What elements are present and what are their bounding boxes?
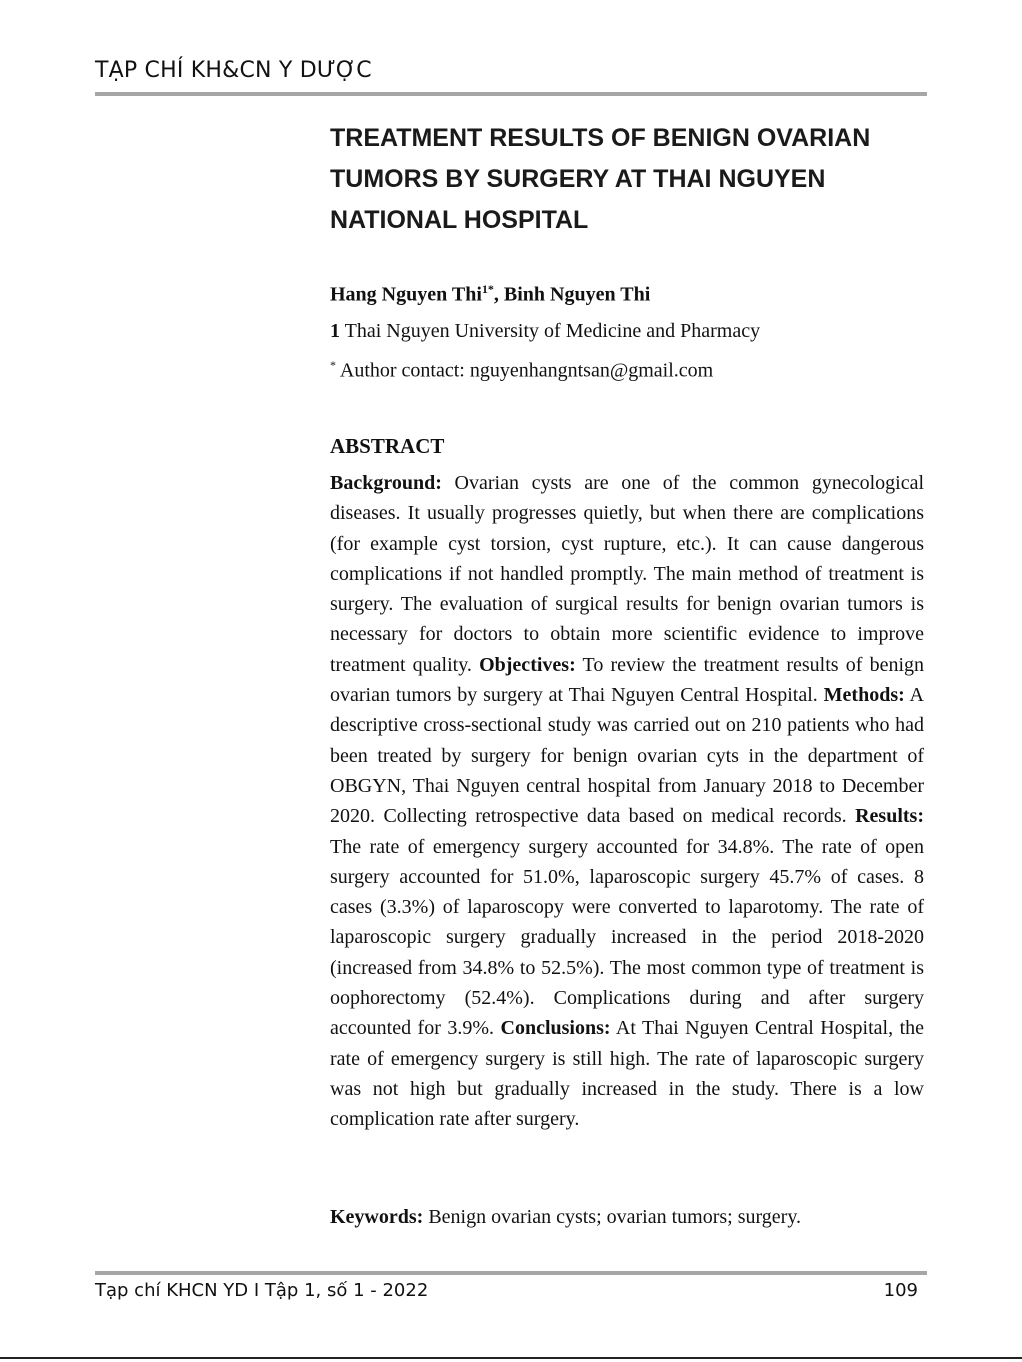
author-name: Hang Nguyen Thi xyxy=(330,283,482,306)
footer-divider xyxy=(95,1271,927,1275)
background-label: Background: xyxy=(330,472,442,494)
background-text: Ovarian cysts are one of the common gynecological diseases. It usually progresses quietly, but when there are complications (for example cyst torsion, cyst rupture, etc.). It can cause dangerous complications if not handled promptly. The main method of treatment is surgery. The evaluation of surgical results for benign ovarian tumors is necessary for doctors to obtain more scientific evidence to improve treatment quality. xyxy=(330,472,924,676)
contact-marker: * xyxy=(330,358,336,372)
article-title: TREATMENT RESULTS OF BENIGN OVARIAN TUMORS BY SURGERY AT THAI NGUYEN NATIONAL HOSPITAL xyxy=(330,124,871,234)
affiliation-text: Thai Nguyen University of Medicine and Pharmacy xyxy=(340,320,761,342)
keywords xyxy=(330,1206,801,1229)
footer-citation: Tạp chí KHCN YD I Tập 1, số 1 - 2022 xyxy=(95,1280,429,1301)
affiliation xyxy=(330,320,760,343)
results-text: The rate of emergency surgery accounted for 34.8%. The rate of open surgery accounted for 51.0%, laparoscopic surgery 45.7% of cases. 8 cases (3.3%) of laparoscopy were converted to laparotomy. The rate of laparoscopic surgery gradually increased in the period 2018-2020 (increased from 34.8% to 52.5%). The most common type of treatment is oophorectomy (52.4%). Complications during and after surgery accounted for 3.9%. xyxy=(330,835,924,1040)
page-number: 109 xyxy=(883,1280,918,1301)
contact-text: Author contact: nguyenhangntsan@gmail.com xyxy=(336,359,714,382)
keywords-text: Benign ovarian cysts; ovarian tumors; surgery. xyxy=(423,1206,802,1228)
author-affiliation-marker: 1* xyxy=(481,282,494,296)
conclusions-label: Conclusions: xyxy=(500,1017,611,1040)
methods-text: A descriptive cross-sectional study was carried out on 210 patients who had been treated by surgery for benign ovarian cyts in the department of OBGYN, Thai Nguyen central hospital from January 2018 to December 2020. Collecting retrospective data based on medical records. xyxy=(330,684,924,828)
author-list xyxy=(330,282,650,307)
author-separator: , xyxy=(493,283,504,306)
journal-name: TẠP CHÍ KH&CN Y DƯỢC xyxy=(95,58,372,83)
affiliation-number: 1 xyxy=(330,320,340,342)
conclusions-text: At Thai Nguyen Central Hospital, the rate of emergency surgery is still high. The rate of laparoscopic surgery was not high but gradually increased in the study. There is a low complication rate after surgery. xyxy=(330,1017,924,1131)
author-contact xyxy=(330,358,713,383)
objectives-label: Objectives: xyxy=(479,653,576,676)
abstract-heading: ABSTRACT xyxy=(330,434,445,458)
header-divider xyxy=(95,92,927,96)
abstract-body xyxy=(330,468,924,1135)
objectives-text: To review the treatment results of benign ovarian tumors by surgery at Thai Nguyen Central Hospital. xyxy=(330,653,924,707)
keywords-label: Keywords: xyxy=(330,1206,424,1228)
methods-label: Methods: xyxy=(823,684,905,707)
results-label: Results: xyxy=(855,805,924,828)
page-bottom-edge xyxy=(0,1357,1022,1359)
author-name: Binh Nguyen Thi xyxy=(503,283,651,306)
